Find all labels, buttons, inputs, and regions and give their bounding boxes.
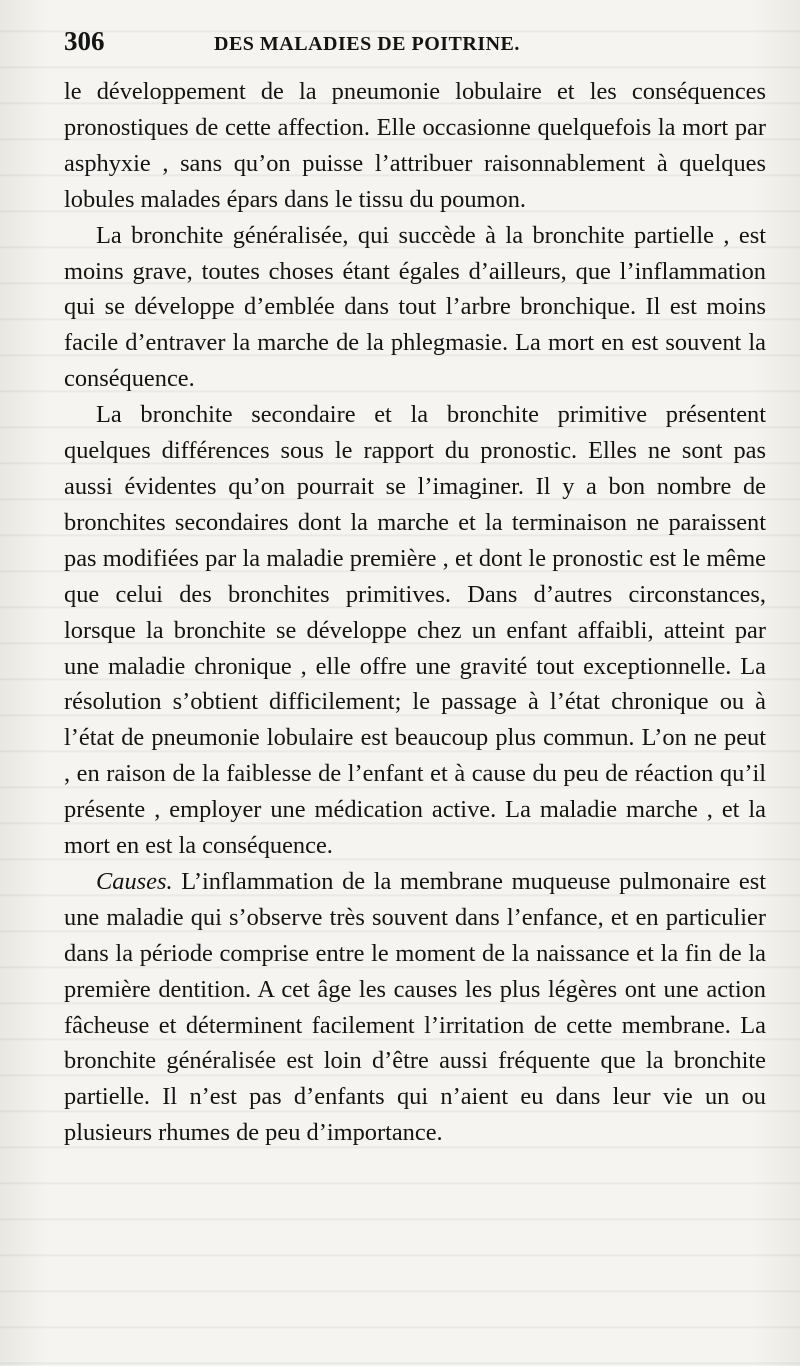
paragraph bbox=[64, 74, 766, 218]
paragraph-causes bbox=[64, 864, 766, 1151]
paragraph-text: L’inflammation de la membrane muqueuse pulmonaire est une maladie qui s’observe très souvent dans l’enfance, et en particulier dans la période comprise entre le moment de la naissance et la fin de la première dentition. A cet âge les causes les plus légères ont une action fâcheuse et déterminent facilement l’irritation de cette membrane. La bronchite généralisée est loin d’être aussi fréquente que la bronchite partielle. Il n’est pas d’enfants qui n’aient eu dans leur vie un ou plusieurs rhumes de peu d’importance. bbox=[64, 867, 766, 1147]
paragraph-text: le développement de la pneumonie lobulaire et les conséquences pronostiques de cette affection. Elle occasionne quelquefois la mort par asphyxie , sans qu’on puisse l’attribuer raisonnablement à quelques lobules malades épars dans le tissu du poumon. bbox=[64, 78, 766, 213]
paragraph-text: La bronchite secondaire et la bronchite primitive présentent quelques différences sous le rapport du pronostic. Elles ne sont pas aussi évidentes qu’on pourrait se l’imaginer. Il y a bon nombre de bronchites secondaires dont la marche et la terminaison ne paraissent pas modifiées par la maladie première , et dont le pronostic est le même que celui des bronchites primitives. Dans d’autres circonstances, lorsque la bronchite se développe chez un enfant affaibli, atteint par une maladie chronique , elle offre une gravité tout exceptionnelle. La résolution s’obtient difficilement; le passage à l’état chronique ou à l’état de pneumonie lobulaire est beaucoup plus commun. L’on ne peut , en raison de la faiblesse de l’enfant et à cause du peu de réaction qu’il présente , employer une médication active. La maladie marche , et la mort en est la conséquence. bbox=[64, 401, 766, 860]
paragraph bbox=[64, 218, 766, 398]
page-header bbox=[64, 26, 766, 70]
section-lead-causes: Causes. bbox=[96, 867, 173, 895]
body-text bbox=[64, 74, 766, 1151]
paragraph bbox=[64, 397, 766, 864]
paragraph-text: La bronchite généralisée, qui succède à la bronchite partielle , est moins grave, toutes choses étant égales d’ailleurs, que l’inflammation qui se développe d’emblée dans tout l’arbre bronchique. Il est moins facile d’entraver la marche de la phlegmasie. La mort en est souvent la conséquence. bbox=[64, 221, 766, 393]
running-title: DES MALADIES DE POITRINE. bbox=[214, 33, 520, 55]
page-number: 306 bbox=[64, 26, 105, 56]
